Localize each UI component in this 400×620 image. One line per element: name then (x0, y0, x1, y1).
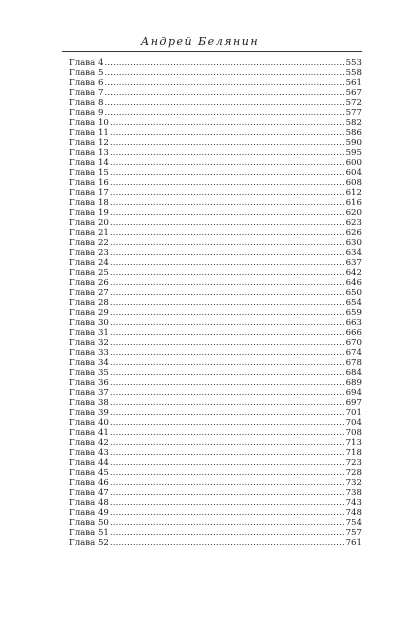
toc-page-number: 626 (345, 228, 362, 238)
toc-entry (69, 248, 362, 258)
toc-entry (69, 298, 362, 308)
toc-entry (69, 68, 362, 78)
table-of-contents (69, 58, 362, 548)
toc-page-number: 561 (345, 78, 362, 88)
toc-leader-dots (110, 188, 345, 198)
toc-chapter-label: Глава 35 (69, 368, 109, 378)
toc-leader-dots (110, 318, 345, 328)
toc-page-number: 567 (345, 88, 362, 98)
toc-chapter-label: Глава 32 (69, 338, 109, 348)
toc-page-number: 630 (345, 238, 362, 248)
toc-chapter-label: Глава 30 (69, 318, 109, 328)
toc-entry (69, 288, 362, 298)
toc-entry (69, 178, 362, 188)
toc-leader-dots (110, 448, 345, 458)
toc-entry (69, 498, 362, 508)
toc-entry (69, 458, 362, 468)
toc-entry (69, 278, 362, 288)
toc-chapter-label: Глава 46 (69, 478, 109, 488)
toc-entry (69, 538, 362, 548)
toc-page-number: 670 (345, 338, 362, 348)
toc-chapter-label: Глава 10 (69, 118, 109, 128)
toc-leader-dots (110, 478, 345, 488)
toc-chapter-label: Глава 26 (69, 278, 109, 288)
toc-page-number: 634 (345, 248, 362, 258)
toc-page-number: 674 (345, 348, 362, 358)
toc-entry (69, 78, 362, 88)
toc-leader-dots (110, 178, 345, 188)
toc-page-number: 577 (345, 108, 362, 118)
toc-leader-dots (110, 128, 345, 138)
toc-chapter-label: Глава 11 (69, 128, 109, 138)
toc-leader-dots (110, 238, 345, 248)
toc-chapter-label: Глава 49 (69, 508, 109, 518)
toc-chapter-label: Глава 7 (69, 88, 104, 98)
toc-entry (69, 98, 362, 108)
toc-entry (69, 508, 362, 518)
toc-chapter-label: Глава 28 (69, 298, 109, 308)
toc-chapter-label: Глава 20 (69, 218, 109, 228)
toc-page-number: 743 (345, 498, 362, 508)
toc-chapter-label: Глава 29 (69, 308, 109, 318)
toc-page-number: 684 (345, 368, 362, 378)
toc-entry (69, 488, 362, 498)
toc-page-number: 663 (345, 318, 362, 328)
toc-leader-dots (110, 338, 345, 348)
toc-page-number: 732 (345, 478, 362, 488)
toc-page-number: 718 (345, 448, 362, 458)
toc-page-number: 689 (345, 378, 362, 388)
toc-page-number: 595 (345, 148, 362, 158)
toc-chapter-label: Глава 40 (69, 418, 109, 428)
toc-leader-dots (110, 438, 345, 448)
toc-entry (69, 228, 362, 238)
toc-leader-dots (110, 518, 345, 528)
toc-chapter-label: Глава 50 (69, 518, 109, 528)
running-header-author: Андрей Белянин (140, 35, 260, 48)
toc-page-number: 612 (345, 188, 362, 198)
toc-leader-dots (110, 118, 345, 128)
toc-entry (69, 418, 362, 428)
toc-leader-dots (110, 388, 345, 398)
toc-leader-dots (110, 218, 345, 228)
toc-chapter-label: Глава 52 (69, 538, 109, 548)
toc-page-number: 659 (345, 308, 362, 318)
toc-entry (69, 338, 362, 348)
toc-chapter-label: Глава 22 (69, 238, 109, 248)
toc-entry (69, 308, 362, 318)
toc-entry (69, 328, 362, 338)
toc-leader-dots (110, 428, 345, 438)
toc-chapter-label: Глава 27 (69, 288, 109, 298)
toc-entry (69, 188, 362, 198)
toc-entry (69, 368, 362, 378)
toc-entry (69, 378, 362, 388)
toc-entry (69, 58, 362, 68)
toc-leader-dots (110, 258, 345, 268)
toc-leader-dots (110, 208, 345, 218)
toc-leader-dots (110, 348, 345, 358)
toc-chapter-label: Глава 21 (69, 228, 109, 238)
toc-page-number: 666 (345, 328, 362, 338)
toc-chapter-label: Глава 15 (69, 168, 109, 178)
toc-page-number: 586 (345, 128, 362, 138)
toc-chapter-label: Глава 42 (69, 438, 109, 448)
toc-chapter-label: Глава 4 (69, 58, 104, 68)
toc-leader-dots (110, 398, 345, 408)
toc-entry (69, 398, 362, 408)
toc-page-number: 757 (345, 528, 362, 538)
toc-page-number: 654 (345, 298, 362, 308)
toc-leader-dots (110, 408, 345, 418)
toc-leader-dots (110, 248, 345, 258)
toc-page-number: 642 (345, 268, 362, 278)
toc-page-number: 650 (345, 288, 362, 298)
toc-leader-dots (110, 418, 345, 428)
toc-chapter-label: Глава 8 (69, 98, 104, 108)
toc-page-number: 738 (345, 488, 362, 498)
toc-leader-dots (110, 328, 345, 338)
toc-entry (69, 108, 362, 118)
toc-entry (69, 348, 362, 358)
toc-chapter-label: Глава 5 (69, 68, 104, 78)
toc-chapter-label: Глава 38 (69, 398, 109, 408)
toc-leader-dots (104, 88, 344, 98)
toc-entry (69, 438, 362, 448)
toc-entry (69, 88, 362, 98)
toc-entry (69, 528, 362, 538)
toc-page-number: 553 (345, 58, 362, 68)
toc-leader-dots (110, 498, 345, 508)
toc-leader-dots (110, 138, 345, 148)
toc-chapter-label: Глава 44 (69, 458, 109, 468)
toc-page-number: 697 (345, 398, 362, 408)
header-rule (62, 51, 362, 52)
toc-entry (69, 358, 362, 368)
toc-chapter-label: Глава 13 (69, 148, 109, 158)
toc-chapter-label: Глава 6 (69, 78, 104, 88)
toc-entry (69, 478, 362, 488)
toc-leader-dots (110, 158, 345, 168)
toc-leader-dots (110, 278, 345, 288)
toc-entry (69, 138, 362, 148)
toc-entry (69, 238, 362, 248)
toc-chapter-label: Глава 34 (69, 358, 109, 368)
toc-page-number: 723 (345, 458, 362, 468)
toc-leader-dots (110, 358, 345, 368)
toc-page-number: 646 (345, 278, 362, 288)
toc-leader-dots (110, 508, 345, 518)
toc-chapter-label: Глава 45 (69, 468, 109, 478)
toc-page-number: 748 (345, 508, 362, 518)
toc-chapter-label: Глава 37 (69, 388, 109, 398)
toc-entry (69, 218, 362, 228)
toc-page-number: 558 (345, 68, 362, 78)
toc-entry (69, 158, 362, 168)
toc-page-number: 590 (345, 138, 362, 148)
toc-chapter-label: Глава 16 (69, 178, 109, 188)
toc-entry (69, 258, 362, 268)
toc-chapter-label: Глава 17 (69, 188, 109, 198)
toc-leader-dots (110, 368, 345, 378)
toc-page-number: 582 (345, 118, 362, 128)
toc-entry (69, 268, 362, 278)
toc-chapter-label: Глава 25 (69, 268, 109, 278)
toc-leader-dots (110, 228, 345, 238)
toc-leader-dots (110, 298, 345, 308)
toc-leader-dots (104, 98, 344, 108)
toc-page-number: 728 (345, 468, 362, 478)
toc-page-number: 608 (345, 178, 362, 188)
toc-page-number: 704 (345, 418, 362, 428)
toc-chapter-label: Глава 41 (69, 428, 109, 438)
toc-leader-dots (110, 168, 345, 178)
toc-page-number: 616 (345, 198, 362, 208)
toc-leader-dots (110, 528, 345, 538)
toc-leader-dots (110, 268, 345, 278)
toc-chapter-label: Глава 36 (69, 378, 109, 388)
toc-page-number: 761 (345, 538, 362, 548)
toc-chapter-label: Глава 33 (69, 348, 109, 358)
toc-chapter-label: Глава 51 (69, 528, 109, 538)
toc-leader-dots (104, 68, 344, 78)
toc-entry (69, 128, 362, 138)
toc-page-number: 604 (345, 168, 362, 178)
toc-page-number: 713 (345, 438, 362, 448)
toc-page-number: 572 (345, 98, 362, 108)
toc-leader-dots (110, 538, 345, 548)
toc-entry (69, 118, 362, 128)
toc-leader-dots (104, 58, 344, 68)
toc-chapter-label: Глава 9 (69, 108, 104, 118)
toc-page-number: 623 (345, 218, 362, 228)
toc-page-number: 708 (345, 428, 362, 438)
toc-leader-dots (110, 458, 345, 468)
toc-entry (69, 168, 362, 178)
toc-page-number: 637 (345, 258, 362, 268)
toc-entry (69, 468, 362, 478)
toc-chapter-label: Глава 43 (69, 448, 109, 458)
toc-entry (69, 148, 362, 158)
toc-entry (69, 318, 362, 328)
toc-entry (69, 518, 362, 528)
toc-page-number: 620 (345, 208, 362, 218)
toc-chapter-label: Глава 12 (69, 138, 109, 148)
toc-chapter-label: Глава 24 (69, 258, 109, 268)
toc-chapter-label: Глава 31 (69, 328, 109, 338)
toc-chapter-label: Глава 14 (69, 158, 109, 168)
toc-leader-dots (110, 148, 345, 158)
toc-entry (69, 408, 362, 418)
toc-leader-dots (104, 78, 344, 88)
toc-chapter-label: Глава 47 (69, 488, 109, 498)
toc-page-number: 754 (345, 518, 362, 528)
toc-entry (69, 388, 362, 398)
toc-chapter-label: Глава 18 (69, 198, 109, 208)
toc-leader-dots (110, 468, 345, 478)
toc-page-number: 701 (345, 408, 362, 418)
toc-entry (69, 428, 362, 438)
toc-entry (69, 448, 362, 458)
toc-leader-dots (110, 288, 345, 298)
toc-chapter-label: Глава 39 (69, 408, 109, 418)
toc-leader-dots (110, 308, 345, 318)
toc-leader-dots (110, 198, 345, 208)
toc-page-number: 678 (345, 358, 362, 368)
toc-leader-dots (110, 378, 345, 388)
toc-page-number: 694 (345, 388, 362, 398)
toc-chapter-label: Глава 19 (69, 208, 109, 218)
toc-entry (69, 208, 362, 218)
toc-chapter-label: Глава 23 (69, 248, 109, 258)
toc-page-number: 600 (345, 158, 362, 168)
toc-entry (69, 198, 362, 208)
toc-leader-dots (104, 108, 344, 118)
toc-leader-dots (110, 488, 345, 498)
toc-chapter-label: Глава 48 (69, 498, 109, 508)
